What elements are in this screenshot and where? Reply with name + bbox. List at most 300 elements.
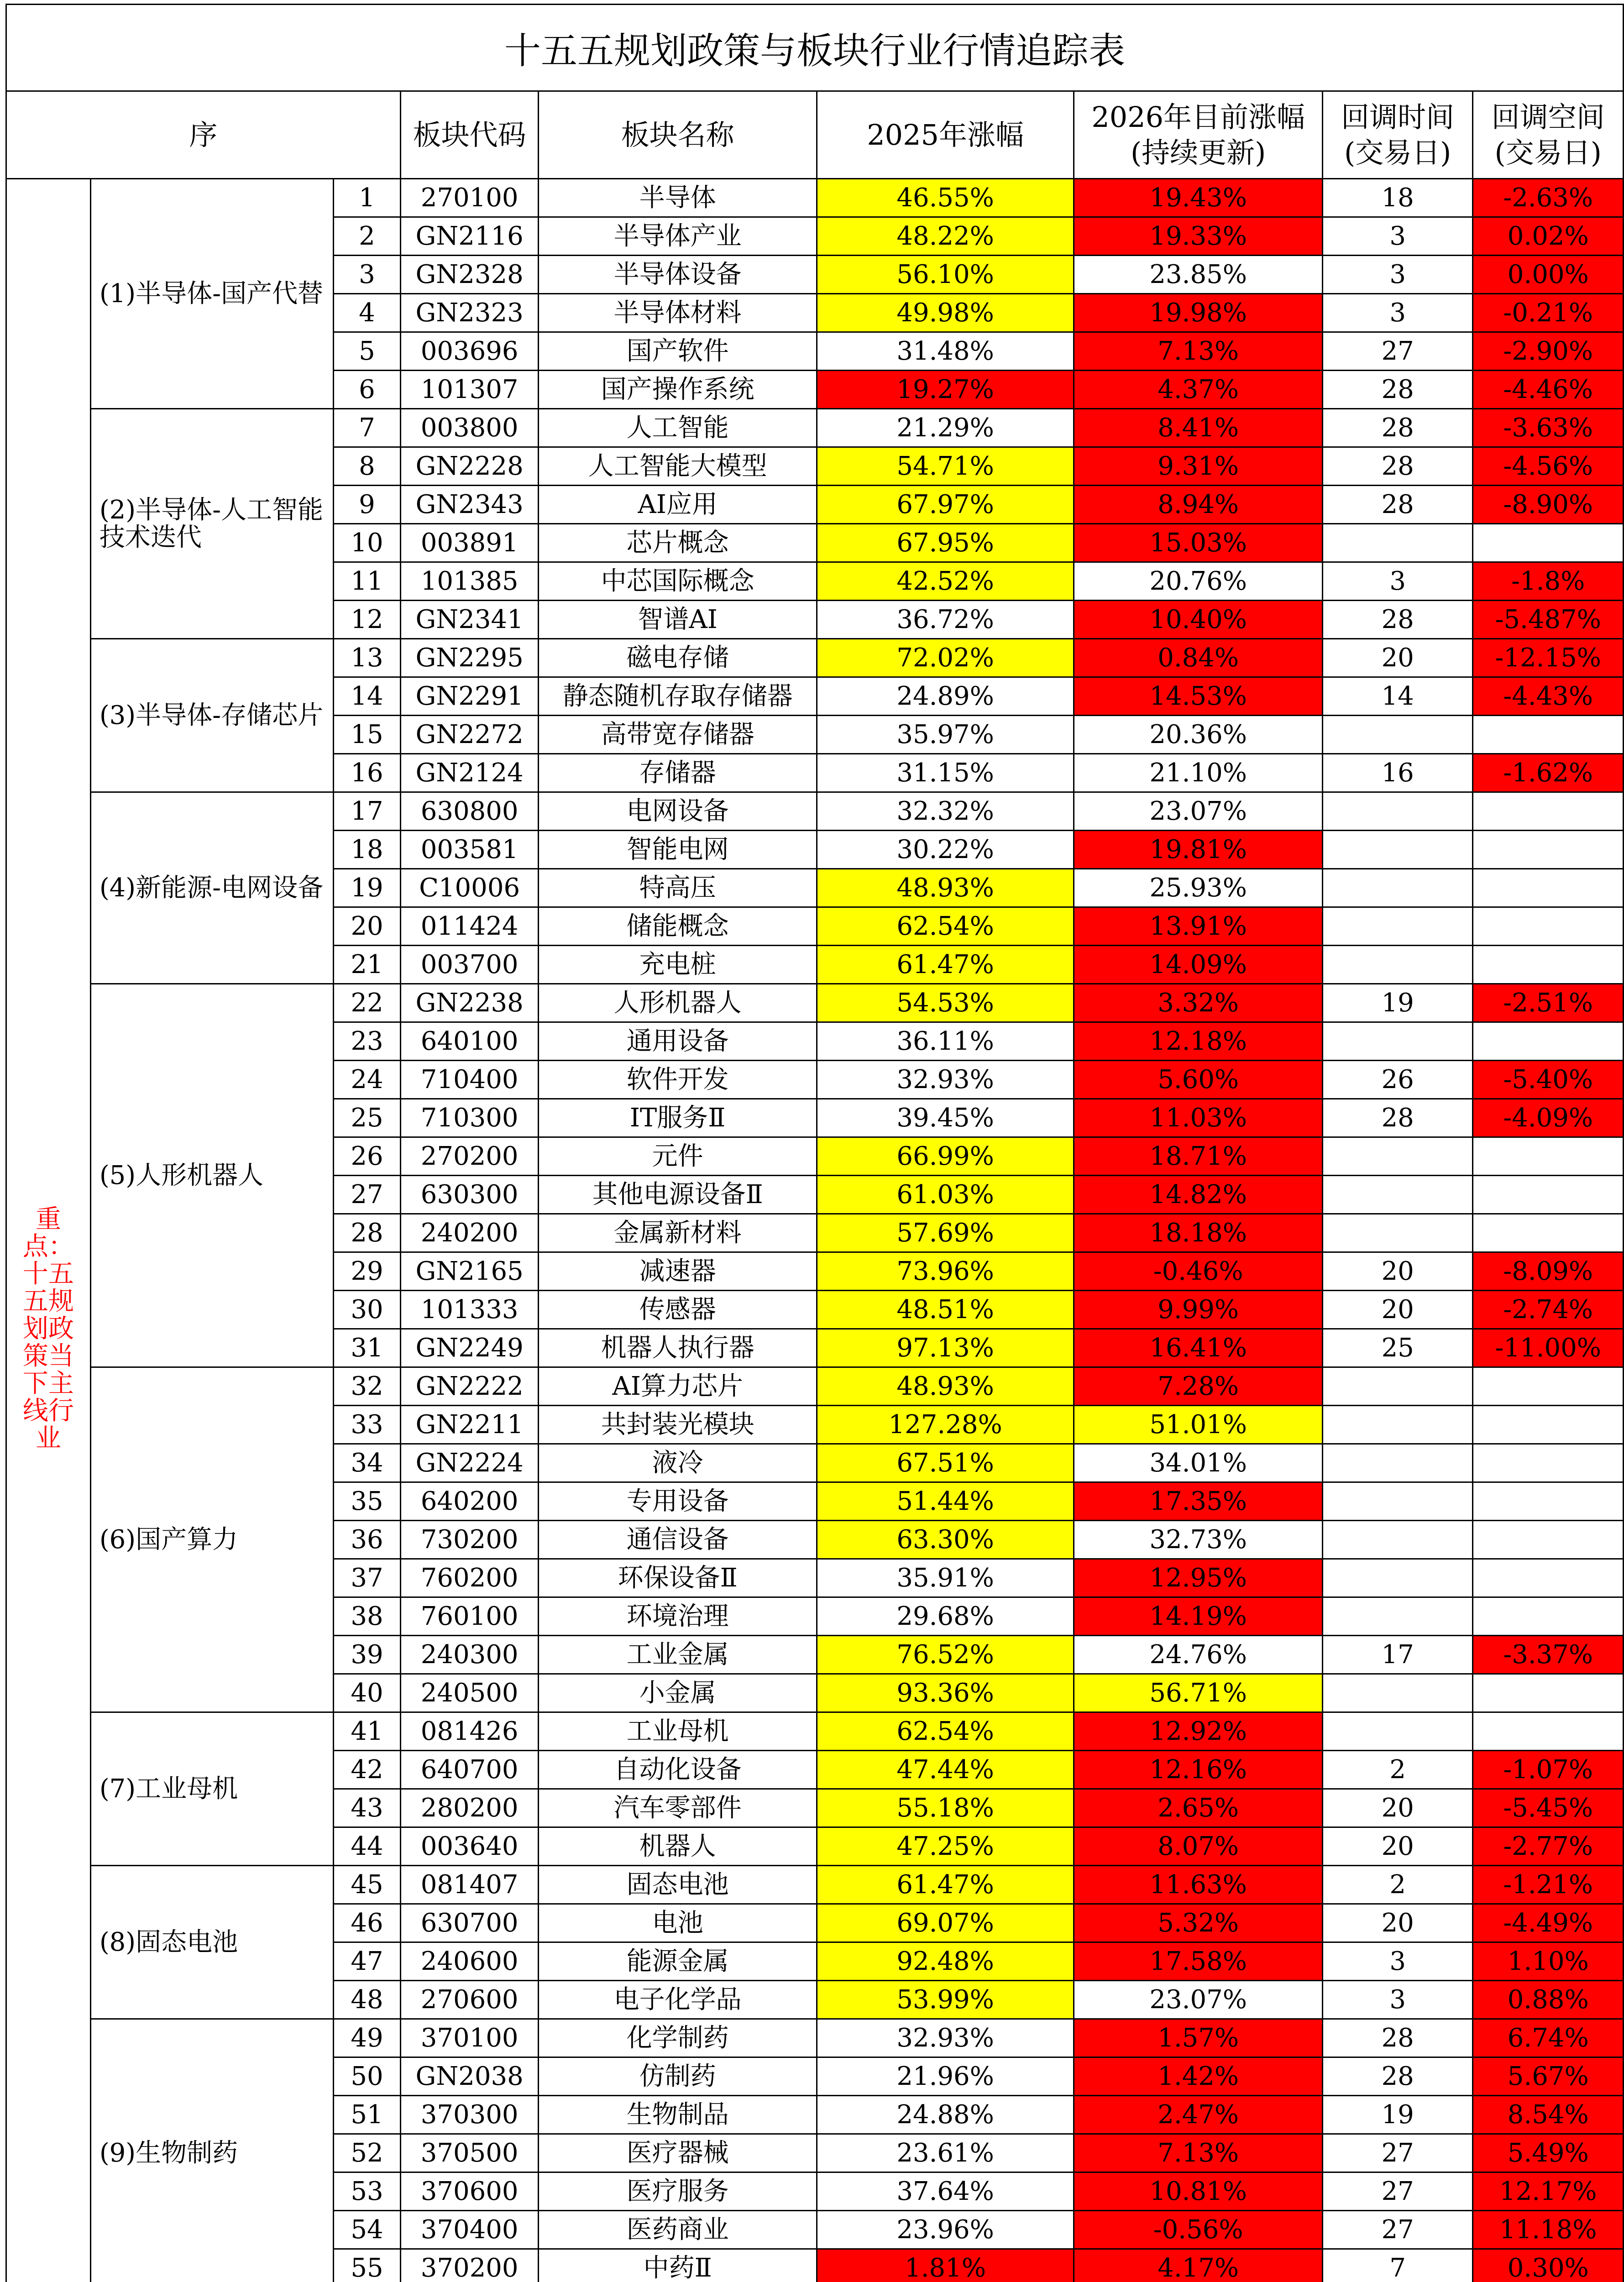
gain-2026: 17.58% (1074, 1942, 1323, 1981)
gain-2026: 8.07% (1074, 1827, 1323, 1866)
gain-2026: 15.03% (1074, 524, 1323, 562)
pullback-days: 20 (1322, 1291, 1473, 1329)
pullback-range (1473, 1367, 1624, 1406)
gain-2025: 76.52% (817, 1636, 1074, 1674)
sector-name: 自动化设备 (539, 1751, 817, 1789)
sector-code: GN2341 (400, 601, 539, 639)
pullback-range: -5.45% (1473, 1789, 1624, 1827)
sector-name: 半导体材料 (539, 294, 817, 332)
pullback-days: 18 (1322, 179, 1473, 217)
gain-2026: 51.01% (1074, 1406, 1323, 1444)
pullback-range (1473, 524, 1624, 562)
sector-code: 730200 (400, 1521, 539, 1559)
sector-code: 760200 (400, 1559, 539, 1597)
row-number: 48 (334, 1981, 401, 2019)
pullback-range: -5.40% (1473, 1061, 1624, 1099)
row-number: 21 (334, 946, 401, 984)
pullback-days: 2 (1322, 1866, 1473, 1904)
gain-2026: 21.10% (1074, 754, 1323, 792)
row-number: 54 (334, 2211, 401, 2249)
sector-name: 小金属 (539, 1674, 817, 1712)
pullback-days: 26 (1322, 1061, 1473, 1099)
sector-name: 仿制药 (539, 2057, 817, 2096)
pullback-range (1473, 1444, 1624, 1482)
pullback-range: -1.21% (1473, 1866, 1624, 1904)
gain-2026: 7.13% (1074, 332, 1323, 371)
sector-code: GN2124 (400, 754, 539, 792)
pullback-days: 20 (1322, 639, 1473, 677)
sector-code: 370400 (400, 2211, 539, 2249)
pullback-range (1473, 1521, 1624, 1559)
sector-name: 其他电源设备Ⅱ (539, 1176, 817, 1214)
gain-2026: 32.73% (1074, 1521, 1323, 1559)
pullback-range: -0.21% (1473, 294, 1624, 332)
gain-2026: 14.19% (1074, 1597, 1323, 1636)
row-number: 16 (334, 754, 401, 792)
pullback-range (1473, 1406, 1624, 1444)
gain-2026: 12.95% (1074, 1559, 1323, 1597)
sector-code: 630800 (400, 792, 539, 831)
sector-name: 固态电池 (539, 1866, 817, 1904)
group-label: (1)半导体-国产代替 (90, 179, 333, 409)
gain-2026: 25.93% (1074, 869, 1323, 907)
gain-2026: 5.32% (1074, 1904, 1323, 1942)
group-label: (8)固态电池 (90, 1866, 333, 2019)
pullback-days: 28 (1322, 409, 1473, 447)
pullback-days: 28 (1322, 2019, 1473, 2057)
group-label: (2)半导体-人工智能技术迭代 (90, 409, 333, 639)
gain-2025: 69.07% (817, 1904, 1074, 1942)
sector-code: 640700 (400, 1751, 539, 1789)
sector-name: 减速器 (539, 1252, 817, 1291)
sector-name: 汽车零部件 (539, 1789, 817, 1827)
sector-code: 003696 (400, 332, 539, 371)
gain-2026: 2.47% (1074, 2096, 1323, 2134)
pullback-range (1473, 1214, 1624, 1252)
pullback-range: -2.63% (1473, 179, 1624, 217)
pullback-range: -4.43% (1473, 677, 1624, 716)
gain-2025: 54.53% (817, 984, 1074, 1022)
sector-name: 中药Ⅱ (539, 2249, 817, 2282)
sector-name: 半导体 (539, 179, 817, 217)
row-number: 18 (334, 831, 401, 869)
pullback-range: -4.49% (1473, 1904, 1624, 1942)
pullback-range (1473, 831, 1624, 869)
sector-name: 共封装光模块 (539, 1406, 817, 1444)
gain-2025: 93.36% (817, 1674, 1074, 1712)
sector-name: 工业金属 (539, 1636, 817, 1674)
gain-2025: 42.52% (817, 562, 1074, 601)
pullback-days: 2 (1322, 1751, 1473, 1789)
pullback-range: 5.67% (1473, 2057, 1624, 2096)
pullback-days: 25 (1322, 1329, 1473, 1367)
pullback-range: 11.18% (1473, 2211, 1624, 2249)
pullback-range: -8.09% (1473, 1252, 1624, 1291)
gain-2026: 10.81% (1074, 2172, 1323, 2211)
group-label: (7)工业母机 (90, 1712, 333, 1866)
sector-name: 芯片概念 (539, 524, 817, 562)
row-number: 25 (334, 1099, 401, 1137)
pullback-days (1322, 1482, 1473, 1521)
sector-name: 环境治理 (539, 1597, 817, 1636)
gain-2026: 12.18% (1074, 1022, 1323, 1061)
pullback-days: 28 (1322, 486, 1473, 524)
gain-2025: 30.22% (817, 831, 1074, 869)
sector-code: 370600 (400, 2172, 539, 2211)
table-row (6, 409, 1624, 447)
pullback-days: 19 (1322, 2096, 1473, 2134)
gain-2025: 61.47% (817, 946, 1074, 984)
header-gain-2026-line2: (持续更新) (1130, 136, 1266, 169)
row-number: 27 (334, 1176, 401, 1214)
pullback-days (1322, 1137, 1473, 1176)
side-label: 重点：十五五规划政策当下主线行业 (6, 179, 91, 2282)
pullback-range: -1.8% (1473, 562, 1624, 601)
table-title: 十五五规划政策与板块行业行情追踪表 (6, 5, 1624, 91)
gain-2026: 19.81% (1074, 831, 1323, 869)
gain-2026: 24.76% (1074, 1636, 1323, 1674)
gain-2025: 29.68% (817, 1597, 1074, 1636)
gain-2025: 56.10% (817, 256, 1074, 294)
sector-code: 003581 (400, 831, 539, 869)
pullback-range: -4.56% (1473, 447, 1624, 486)
sector-name: 静态随机存取存储器 (539, 677, 817, 716)
row-number: 3 (334, 256, 401, 294)
pullback-days: 7 (1322, 2249, 1473, 2282)
sector-code: 101307 (400, 371, 539, 409)
row-number: 44 (334, 1827, 401, 1866)
gain-2025: 49.98% (817, 294, 1074, 332)
gain-2025: 72.02% (817, 639, 1074, 677)
pullback-range (1473, 1712, 1624, 1751)
sector-code: GN2295 (400, 639, 539, 677)
table-row (6, 179, 1624, 217)
sector-name: 生物制品 (539, 2096, 817, 2134)
sector-name: 电网设备 (539, 792, 817, 831)
pullback-range: 5.49% (1473, 2134, 1624, 2172)
gain-2025: 73.96% (817, 1252, 1074, 1291)
pullback-range: -12.15% (1473, 639, 1624, 677)
pullback-range: -2.77% (1473, 1827, 1624, 1866)
sector-name: 电子化学品 (539, 1981, 817, 2019)
pullback-range: 12.17% (1473, 2172, 1624, 2211)
gain-2026: 12.92% (1074, 1712, 1323, 1751)
pullback-days (1322, 524, 1473, 562)
pullback-days: 17 (1322, 1636, 1473, 1674)
gain-2025: 61.47% (817, 1866, 1074, 1904)
row-number: 33 (334, 1406, 401, 1444)
sector-code: C10006 (400, 869, 539, 907)
row-number: 24 (334, 1061, 401, 1099)
header-seq: 序 (6, 91, 401, 179)
group-label: (3)半导体-存储芯片 (90, 639, 333, 792)
gain-2025: 62.54% (817, 907, 1074, 946)
row-number: 35 (334, 1482, 401, 1521)
sector-name: 人工智能 (539, 409, 817, 447)
sector-name: 半导体产业 (539, 217, 817, 256)
row-number: 20 (334, 907, 401, 946)
pullback-days (1322, 716, 1473, 754)
pullback-range (1473, 869, 1624, 907)
header-gain-2025: 2025年涨幅 (817, 91, 1074, 179)
pullback-range: -2.90% (1473, 332, 1624, 371)
gain-2025: 48.93% (817, 1367, 1074, 1406)
sector-code: GN2272 (400, 716, 539, 754)
pullback-days: 27 (1322, 2172, 1473, 2211)
pullback-range (1473, 1559, 1624, 1597)
sector-name: 通用设备 (539, 1022, 817, 1061)
gain-2026: 12.16% (1074, 1751, 1323, 1789)
header-pullback-space-line2: (交易日) (1494, 136, 1602, 169)
sector-code: 240600 (400, 1942, 539, 1981)
pullback-days (1322, 1444, 1473, 1482)
gain-2026: 2.65% (1074, 1789, 1323, 1827)
row-number: 50 (334, 2057, 401, 2096)
gain-2026: 7.13% (1074, 2134, 1323, 2172)
pullback-days: 20 (1322, 1789, 1473, 1827)
gain-2026: 20.36% (1074, 716, 1323, 754)
gain-2026: 9.99% (1074, 1291, 1323, 1329)
gain-2025: 36.72% (817, 601, 1074, 639)
pullback-range: 0.02% (1473, 217, 1624, 256)
pullback-range: 0.88% (1473, 1981, 1624, 2019)
gain-2025: 55.18% (817, 1789, 1074, 1827)
pullback-days: 27 (1322, 332, 1473, 371)
gain-2025: 24.88% (817, 2096, 1074, 2134)
gain-2026: 9.31% (1074, 447, 1323, 486)
row-number: 9 (334, 486, 401, 524)
sector-code: 370500 (400, 2134, 539, 2172)
row-number: 53 (334, 2172, 401, 2211)
header-name: 板块名称 (539, 91, 817, 179)
sector-code: GN2165 (400, 1252, 539, 1291)
gain-2025: 62.54% (817, 1712, 1074, 1751)
pullback-days (1322, 1406, 1473, 1444)
gain-2025: 32.32% (817, 792, 1074, 831)
gain-2025: 48.93% (817, 869, 1074, 907)
pullback-range: 0.30% (1473, 2249, 1624, 2282)
header-gain-2026 (1074, 91, 1323, 179)
sector-name: 特高压 (539, 869, 817, 907)
gain-2025: 48.22% (817, 217, 1074, 256)
sector-code: 240500 (400, 1674, 539, 1712)
sector-code: 280200 (400, 1789, 539, 1827)
row-number: 11 (334, 562, 401, 601)
sector-name: 软件开发 (539, 1061, 817, 1099)
gain-2025: 21.29% (817, 409, 1074, 447)
sector-code: 081426 (400, 1712, 539, 1751)
sector-name: 储能概念 (539, 907, 817, 946)
header-pullback-time (1322, 91, 1473, 179)
sector-name: 中芯国际概念 (539, 562, 817, 601)
sector-name: 医药商业 (539, 2211, 817, 2249)
gain-2026: 1.57% (1074, 2019, 1323, 2057)
sector-name: 环保设备Ⅱ (539, 1559, 817, 1597)
pullback-range (1473, 1597, 1624, 1636)
sector-code: GN2238 (400, 984, 539, 1022)
gain-2025: 23.96% (817, 2211, 1074, 2249)
gain-2025: 21.96% (817, 2057, 1074, 2096)
row-number: 22 (334, 984, 401, 1022)
sector-code: 081407 (400, 1866, 539, 1904)
pullback-range (1473, 1482, 1624, 1521)
row-number: 2 (334, 217, 401, 256)
gain-2025: 36.11% (817, 1022, 1074, 1061)
gain-2025: 24.89% (817, 677, 1074, 716)
gain-2026: 1.42% (1074, 2057, 1323, 2096)
pullback-days (1322, 831, 1473, 869)
pullback-days: 20 (1322, 1904, 1473, 1942)
sector-name: 充电桩 (539, 946, 817, 984)
gain-2025: 35.97% (817, 716, 1074, 754)
gain-2026: -0.56% (1074, 2211, 1323, 2249)
pullback-range: 1.10% (1473, 1942, 1624, 1981)
pullback-days: 19 (1322, 984, 1473, 1022)
row-number: 28 (334, 1214, 401, 1252)
gain-2025: 35.91% (817, 1559, 1074, 1597)
sector-name: 机器人 (539, 1827, 817, 1866)
gain-2025: 32.93% (817, 1061, 1074, 1099)
pullback-range: -4.09% (1473, 1099, 1624, 1137)
sector-code: 003700 (400, 946, 539, 984)
pullback-range (1473, 792, 1624, 831)
sector-code: 710400 (400, 1061, 539, 1099)
sector-name: 医疗器械 (539, 2134, 817, 2172)
gain-2025: 66.99% (817, 1137, 1074, 1176)
pullback-range (1473, 1137, 1624, 1176)
gain-2026: 14.09% (1074, 946, 1323, 984)
sector-name: 智能电网 (539, 831, 817, 869)
gain-2025: 39.45% (817, 1099, 1074, 1137)
pullback-days: 3 (1322, 217, 1473, 256)
pullback-range: -8.90% (1473, 486, 1624, 524)
gain-2026: 4.17% (1074, 2249, 1323, 2282)
sector-code: GN2211 (400, 1406, 539, 1444)
row-number: 49 (334, 2019, 401, 2057)
tracking-table (5, 4, 1624, 2282)
sector-name: 存储器 (539, 754, 817, 792)
pullback-days (1322, 1367, 1473, 1406)
row-number: 39 (334, 1636, 401, 1674)
gain-2026: 23.07% (1074, 1981, 1323, 2019)
pullback-range: -1.62% (1473, 754, 1624, 792)
gain-2025: 53.99% (817, 1981, 1074, 2019)
row-number: 41 (334, 1712, 401, 1751)
pullback-days (1322, 1176, 1473, 1214)
row-number: 47 (334, 1942, 401, 1981)
sector-code: 760100 (400, 1597, 539, 1636)
header-pullback-space-line1: 回调空间 (1491, 100, 1605, 134)
sector-name: 磁电存储 (539, 639, 817, 677)
sector-name: 国产操作系统 (539, 371, 817, 409)
gain-2026: 14.82% (1074, 1176, 1323, 1214)
sector-name: 电池 (539, 1904, 817, 1942)
sector-name: AI算力芯片 (539, 1367, 817, 1406)
pullback-days (1322, 1559, 1473, 1597)
sector-code: 630700 (400, 1904, 539, 1942)
pullback-range: -2.51% (1473, 984, 1624, 1022)
gain-2025: 19.27% (817, 371, 1074, 409)
sector-code: 270200 (400, 1137, 539, 1176)
gain-2025: 67.51% (817, 1444, 1074, 1482)
header-pullback-space (1473, 91, 1624, 179)
table-row (6, 1367, 1624, 1406)
gain-2025: 97.13% (817, 1329, 1074, 1367)
row-number: 6 (334, 371, 401, 409)
gain-2026: 19.98% (1074, 294, 1323, 332)
sector-code: 270100 (400, 179, 539, 217)
gain-2025: 67.95% (817, 524, 1074, 562)
sector-code: 003640 (400, 1827, 539, 1866)
row-number: 31 (334, 1329, 401, 1367)
pullback-days: 28 (1322, 2057, 1473, 2096)
sector-code: GN2328 (400, 256, 539, 294)
gain-2026: 11.63% (1074, 1866, 1323, 1904)
sector-name: AI应用 (539, 486, 817, 524)
row-number: 1 (334, 179, 401, 217)
pullback-range: 6.74% (1473, 2019, 1624, 2057)
pullback-range: -5.487% (1473, 601, 1624, 639)
pullback-days: 3 (1322, 1981, 1473, 2019)
pullback-days (1322, 1022, 1473, 1061)
pullback-range (1473, 1022, 1624, 1061)
sector-name: 工业母机 (539, 1712, 817, 1751)
gain-2025: 51.44% (817, 1482, 1074, 1521)
row-number: 19 (334, 869, 401, 907)
gain-2025: 67.97% (817, 486, 1074, 524)
row-number: 4 (334, 294, 401, 332)
sector-code: 370100 (400, 2019, 539, 2057)
row-number: 7 (334, 409, 401, 447)
gain-2026: 13.91% (1074, 907, 1323, 946)
gain-2026: 0.84% (1074, 639, 1323, 677)
gain-2026: 18.18% (1074, 1214, 1323, 1252)
row-number: 43 (334, 1789, 401, 1827)
table-row (6, 984, 1624, 1022)
header-code: 板块代码 (400, 91, 539, 179)
sector-code: 011424 (400, 907, 539, 946)
gain-2026: 18.71% (1074, 1137, 1323, 1176)
pullback-range: 0.00% (1473, 256, 1624, 294)
sector-code: 101333 (400, 1291, 539, 1329)
group-label: (6)国产算力 (90, 1367, 333, 1712)
header-gain-2026-line1: 2026年目前涨幅 (1091, 100, 1305, 134)
row-number: 15 (334, 716, 401, 754)
header-pullback-time-line2: (交易日) (1344, 136, 1451, 169)
sector-code: 240300 (400, 1636, 539, 1674)
row-number: 23 (334, 1022, 401, 1061)
pullback-days (1322, 1674, 1473, 1712)
group-label: (9)生物制药 (90, 2019, 333, 2282)
pullback-days: 28 (1322, 601, 1473, 639)
row-number: 12 (334, 601, 401, 639)
pullback-days: 3 (1322, 1942, 1473, 1981)
row-number: 38 (334, 1597, 401, 1636)
pullback-days (1322, 946, 1473, 984)
sector-name: 医疗服务 (539, 2172, 817, 2211)
sector-name: 人形机器人 (539, 984, 817, 1022)
gain-2026: 34.01% (1074, 1444, 1323, 1482)
row-number: 55 (334, 2249, 401, 2282)
gain-2026: 16.41% (1074, 1329, 1323, 1367)
sector-code: 370300 (400, 2096, 539, 2134)
sector-name: 液冷 (539, 1444, 817, 1482)
table-row (6, 1712, 1624, 1751)
sector-name: 通信设备 (539, 1521, 817, 1559)
pullback-days: 20 (1322, 1827, 1473, 1866)
sector-code: GN2038 (400, 2057, 539, 2096)
row-number: 40 (334, 1674, 401, 1712)
